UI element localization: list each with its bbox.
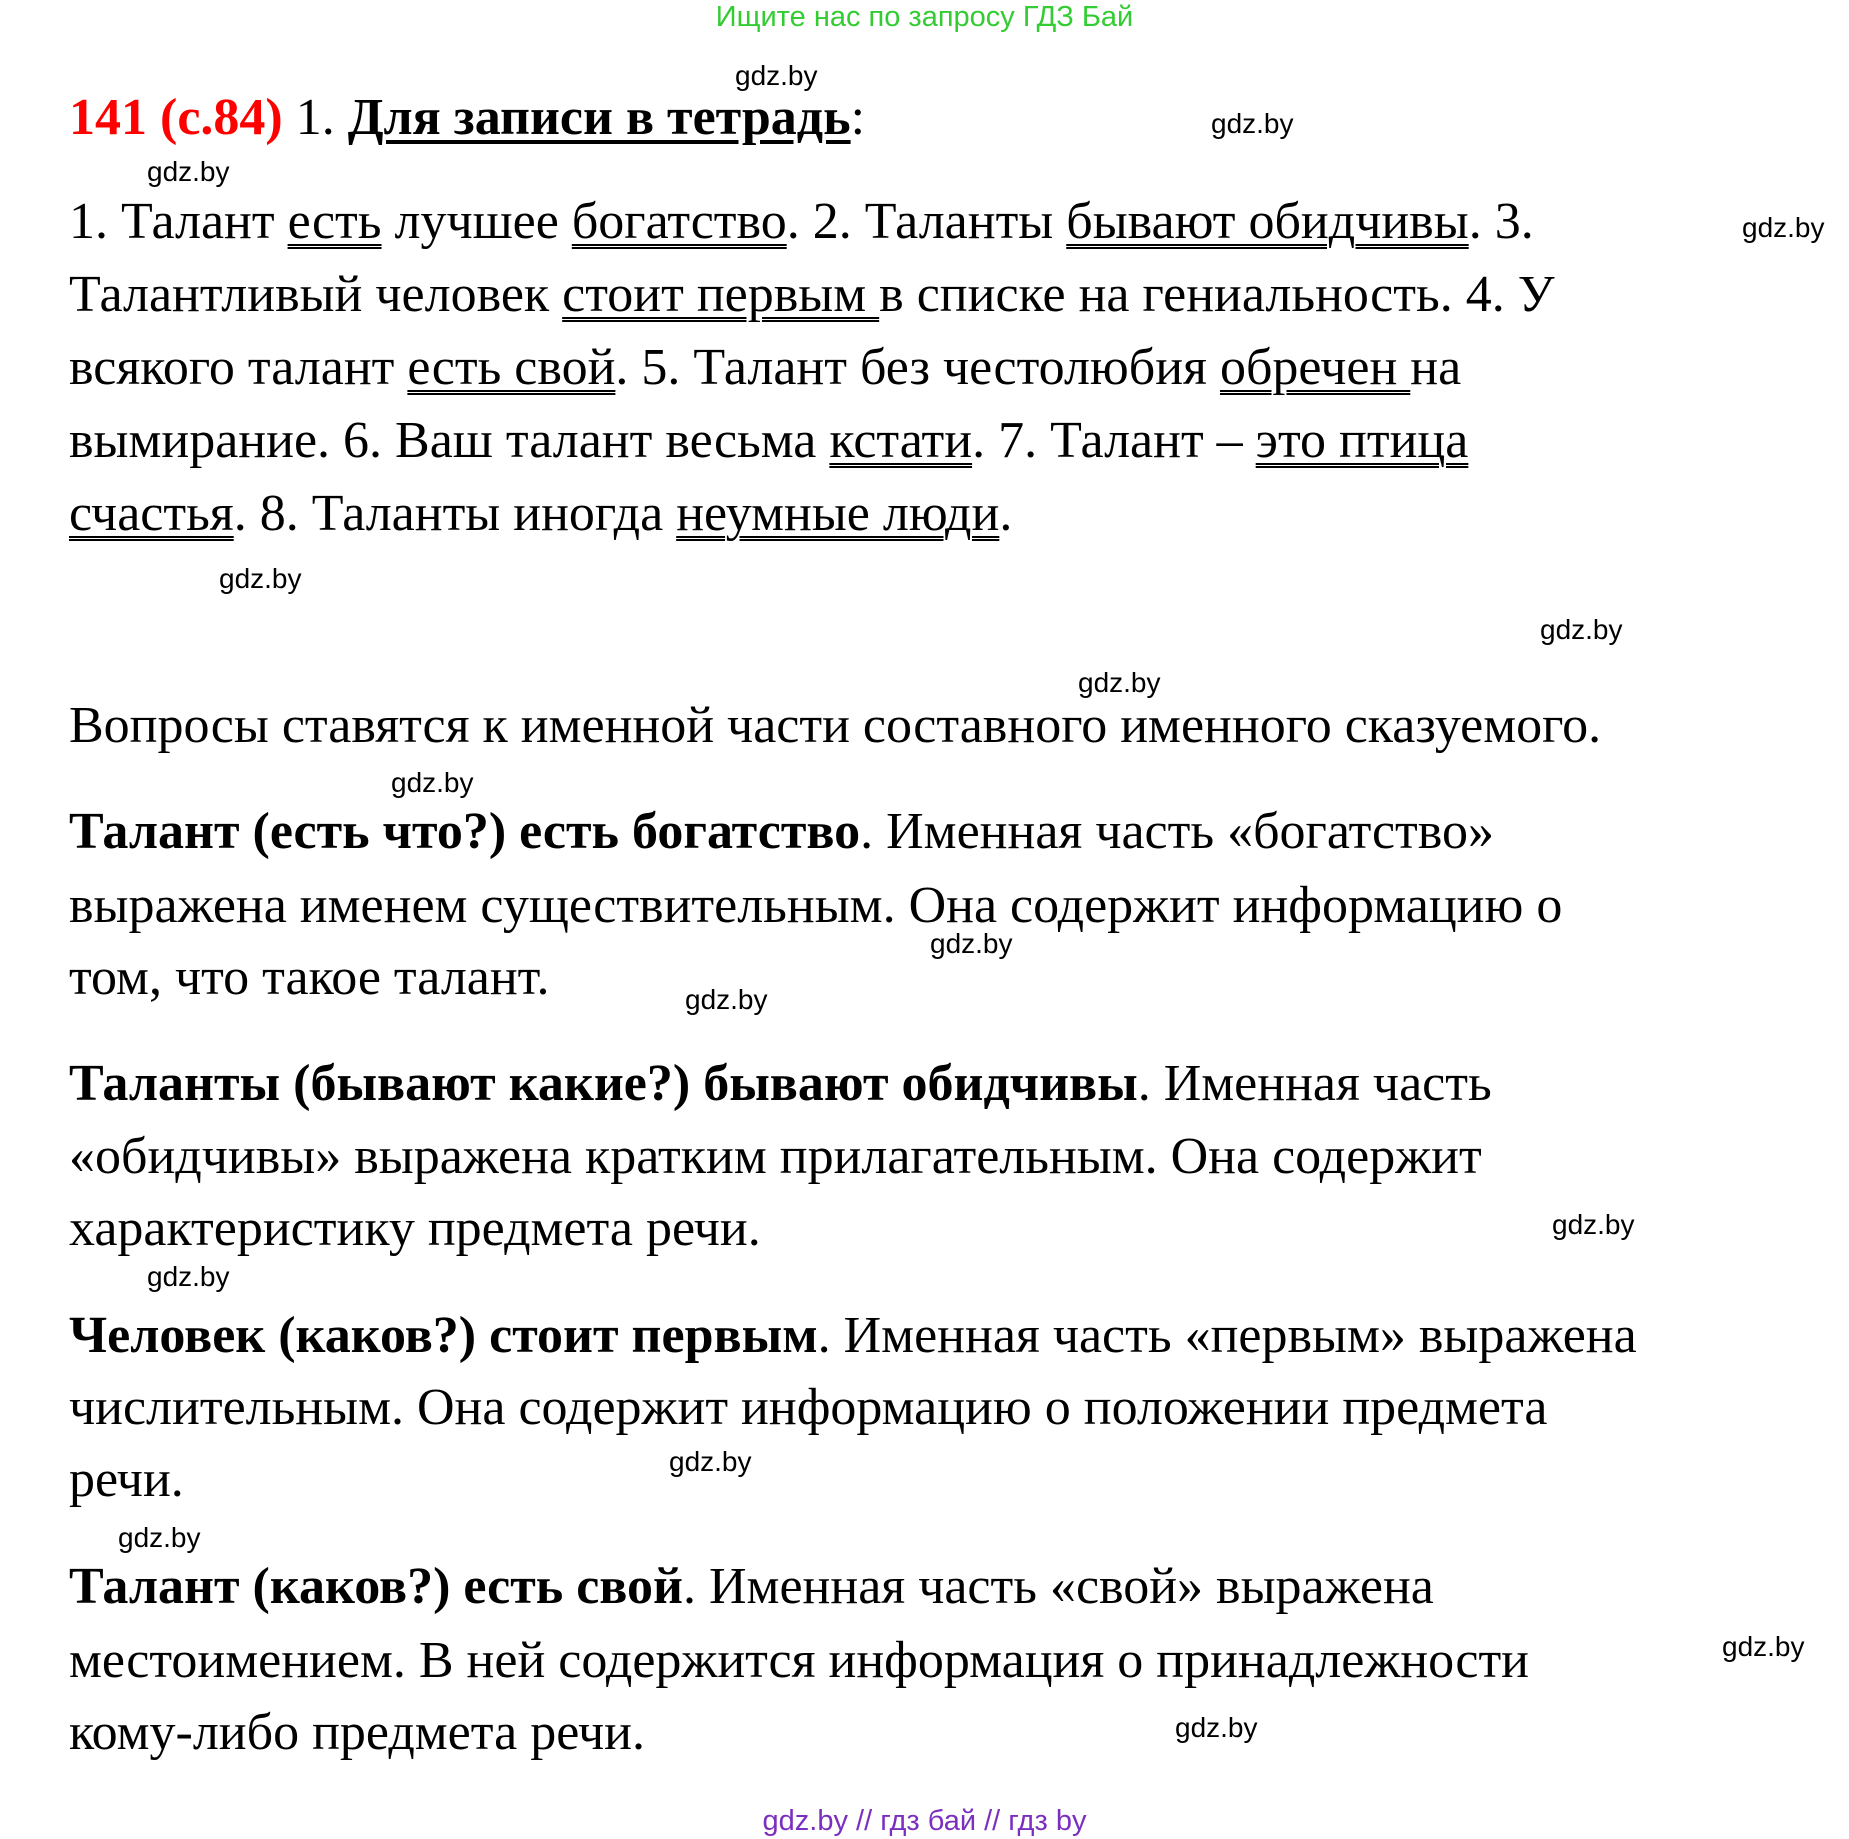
watermark: gdz.by	[1175, 1712, 1258, 1743]
underlined-predicate: стоит первым	[562, 266, 880, 323]
text-segment: :	[850, 89, 866, 146]
text-segment: лучшее	[381, 193, 572, 250]
text-segment: 1. Талант	[69, 193, 288, 250]
text-segment: . 3.	[1468, 193, 1534, 250]
text-segment: числительным. Она содержит информацию о положении предмета	[69, 1379, 1548, 1436]
text-segment: Талант (есть что?) есть богатство	[69, 803, 861, 860]
watermark: gdz.by	[1722, 1631, 1805, 1662]
text-line	[69, 1199, 761, 1259]
search-banner: Ищите нас по запросу ГДЗ Бай	[715, 1, 1134, 33]
text-line	[69, 1631, 1529, 1691]
text-line	[69, 1127, 1482, 1187]
underlined-predicate: богатство	[571, 193, 787, 250]
text-line	[69, 876, 1562, 936]
underlined-predicate: это птица	[1255, 412, 1469, 469]
text-line	[69, 1450, 184, 1510]
text-segment: том, что такое талант.	[69, 949, 550, 1006]
text-segment: «обидчивы» выражена кратким прилагательным. Она содержит	[69, 1128, 1482, 1185]
watermark: gdz.by	[147, 156, 230, 187]
watermark: gdz.by	[669, 1446, 752, 1477]
text-segment: . Именная часть «свой» выражена	[683, 1558, 1434, 1615]
underlined-predicate: кстати	[829, 412, 973, 469]
text-line	[69, 1378, 1547, 1438]
text-segment: речи.	[69, 1451, 184, 1508]
text-segment: . 7. Талант –	[972, 412, 1256, 469]
text-line	[69, 802, 1494, 862]
text-line	[69, 484, 1012, 544]
underlined-predicate: обречен	[1219, 339, 1411, 396]
exercise-number: 141 (с.84)	[69, 89, 283, 146]
watermark: gdz.by	[1078, 667, 1161, 698]
text-line	[69, 338, 1461, 398]
watermark: gdz.by	[1742, 212, 1825, 243]
text-segment: Талантливый человек	[69, 266, 563, 323]
underlined-predicate: неумные люди	[676, 485, 1000, 542]
underlined-predicate: есть	[287, 193, 382, 250]
text-line	[69, 1703, 645, 1763]
text-segment: Талант (каков?) есть свой	[69, 1558, 683, 1615]
text-segment: . Именная часть «богатство»	[860, 803, 1494, 860]
underlined-predicate: счастья	[69, 485, 234, 542]
text-segment: выражена именем существительным. Она содержит информацию о	[69, 877, 1563, 934]
text-segment: . Именная часть «первым» выражена	[817, 1307, 1637, 1364]
text-line	[69, 1054, 1492, 1114]
text-segment: на	[1410, 339, 1462, 396]
text-line	[69, 1306, 1637, 1366]
text-segment: . 8. Таланты иногда	[233, 485, 677, 542]
text-segment: . 5. Талант без честолюбия	[615, 339, 1220, 396]
text-line	[69, 1557, 1434, 1617]
text-line	[69, 696, 1601, 756]
text-segment: всякого талант	[69, 339, 408, 396]
text-segment: .	[999, 485, 1013, 542]
text-segment: Таланты (бывают какие?) бывают обидчивы	[69, 1055, 1138, 1112]
text-line	[69, 192, 1534, 252]
watermark: gdz.by	[685, 984, 768, 1015]
text-segment: в списке на гениальность. 4. У	[879, 266, 1555, 323]
text-line	[69, 265, 1555, 325]
watermark: gdz.by	[118, 1522, 201, 1553]
watermark: gdz.by	[735, 60, 818, 91]
underlined-predicate: есть свой	[407, 339, 616, 396]
watermark: gdz.by	[1552, 1209, 1635, 1240]
watermark: gdz.by	[1211, 108, 1294, 139]
text-line	[69, 948, 550, 1008]
underlined-predicate: Для записи в тетрадь	[347, 89, 851, 146]
text-segment: 1.	[282, 89, 348, 146]
text-segment: Человек (каков?) стоит первым	[69, 1307, 818, 1364]
text-segment: . 2. Таланты	[786, 193, 1067, 250]
footer-links: gdz.by // гдз бай // гдз by	[762, 1805, 1087, 1837]
text-segment: Вопросы ставятся к именной части составного именного сказуемого.	[69, 697, 1602, 754]
text-segment: . Именная часть	[1137, 1055, 1492, 1112]
underlined-predicate: бывают обидчивы	[1066, 193, 1469, 250]
exercise-heading	[69, 88, 865, 148]
watermark: gdz.by	[219, 563, 302, 594]
watermark: gdz.by	[930, 928, 1013, 959]
text-segment: характеристику предмета речи.	[69, 1200, 761, 1257]
watermark: gdz.by	[147, 1261, 230, 1292]
text-segment: кому-либо предмета речи.	[69, 1704, 645, 1761]
watermark: gdz.by	[1540, 614, 1623, 645]
text-segment: местоимением. В ней содержится информация о принадлежности	[69, 1632, 1530, 1689]
text-segment: вымирание. 6. Ваш талант весьма	[69, 412, 830, 469]
text-line	[69, 411, 1468, 471]
watermark: gdz.by	[391, 767, 474, 798]
